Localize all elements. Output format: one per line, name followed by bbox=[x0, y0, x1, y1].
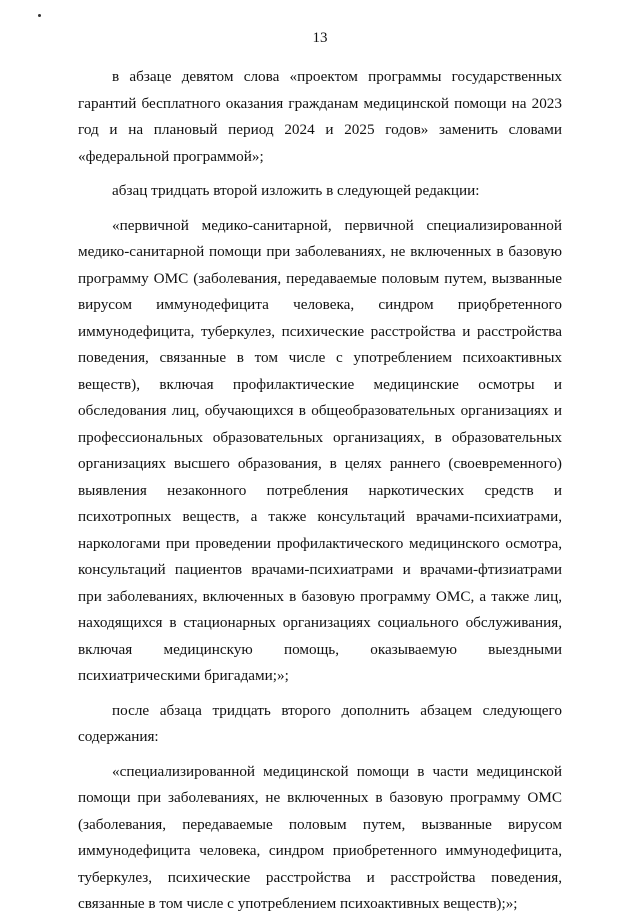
paragraph-2: абзац тридцать второй изложить в следующей редакции: bbox=[112, 182, 480, 199]
paragraph-5: «специализированной медицинской помощи в части медицинской помощи при заболеваниях, не включенных в базовую программу ОМС (заболевания, передаваемые половым путем, вызванные вирусом иммунодефицита человека, синдром приобретенного иммунодефицита, туберкулез, психические расстройства и расстройства поведения, связанные в том числе с употреблением психоактивных веществ);»; bbox=[78, 762, 562, 912]
page-number: 13 bbox=[312, 30, 328, 46]
paragraph-1: в абзаце девятом слова «проектом программы государственных гарантий бесплатного оказания гражданам медицинской помощи на 2023 год и на плановый период 2024 и 2025 годов» заменить словами «федеральной программой»; bbox=[78, 68, 562, 165]
scan-speck bbox=[38, 14, 41, 17]
paragraph-4: после абзаца тридцать второго дополнить абзацем следующего содержания: bbox=[78, 701, 562, 745]
paragraph-3: «первичной медико-санитарной, первичной специализированной медико-санитарной помощи при заболеваниях, не включенных в базовую программу ОМС (заболевания, передаваемые половым путем, вызванные вирусом иммунодефицита человека, синдром приобретенного иммунодефицита, туберкулез, психические расстройства и расстройства поведения, связанные в том числе с употреблением психоактивных веществ), включая профилактические медицинские осмотры и обследования лиц, обучающихся в общеобразовательных организациях и профессиональных образовательных организациях, в образовательных организациях высшего образования, в целях раннего (своевременного) выявления незаконного потребления наркотических средств и психотропных веществ, а также консультаций врачами-психиатрами, наркологами при проведении профилактического медицинского осмотра, консультаций пациентов врачами-психиатрами и врачами-фтизиатрами при заболеваниях, включенных в базовую программу ОМС, а также лиц, находящихся в стационарных организациях социального обслуживания, включая медицинскую помощь, оказываемую выездными психиатрическими бригадами;»; bbox=[78, 216, 562, 684]
document-body bbox=[78, 64, 562, 918]
